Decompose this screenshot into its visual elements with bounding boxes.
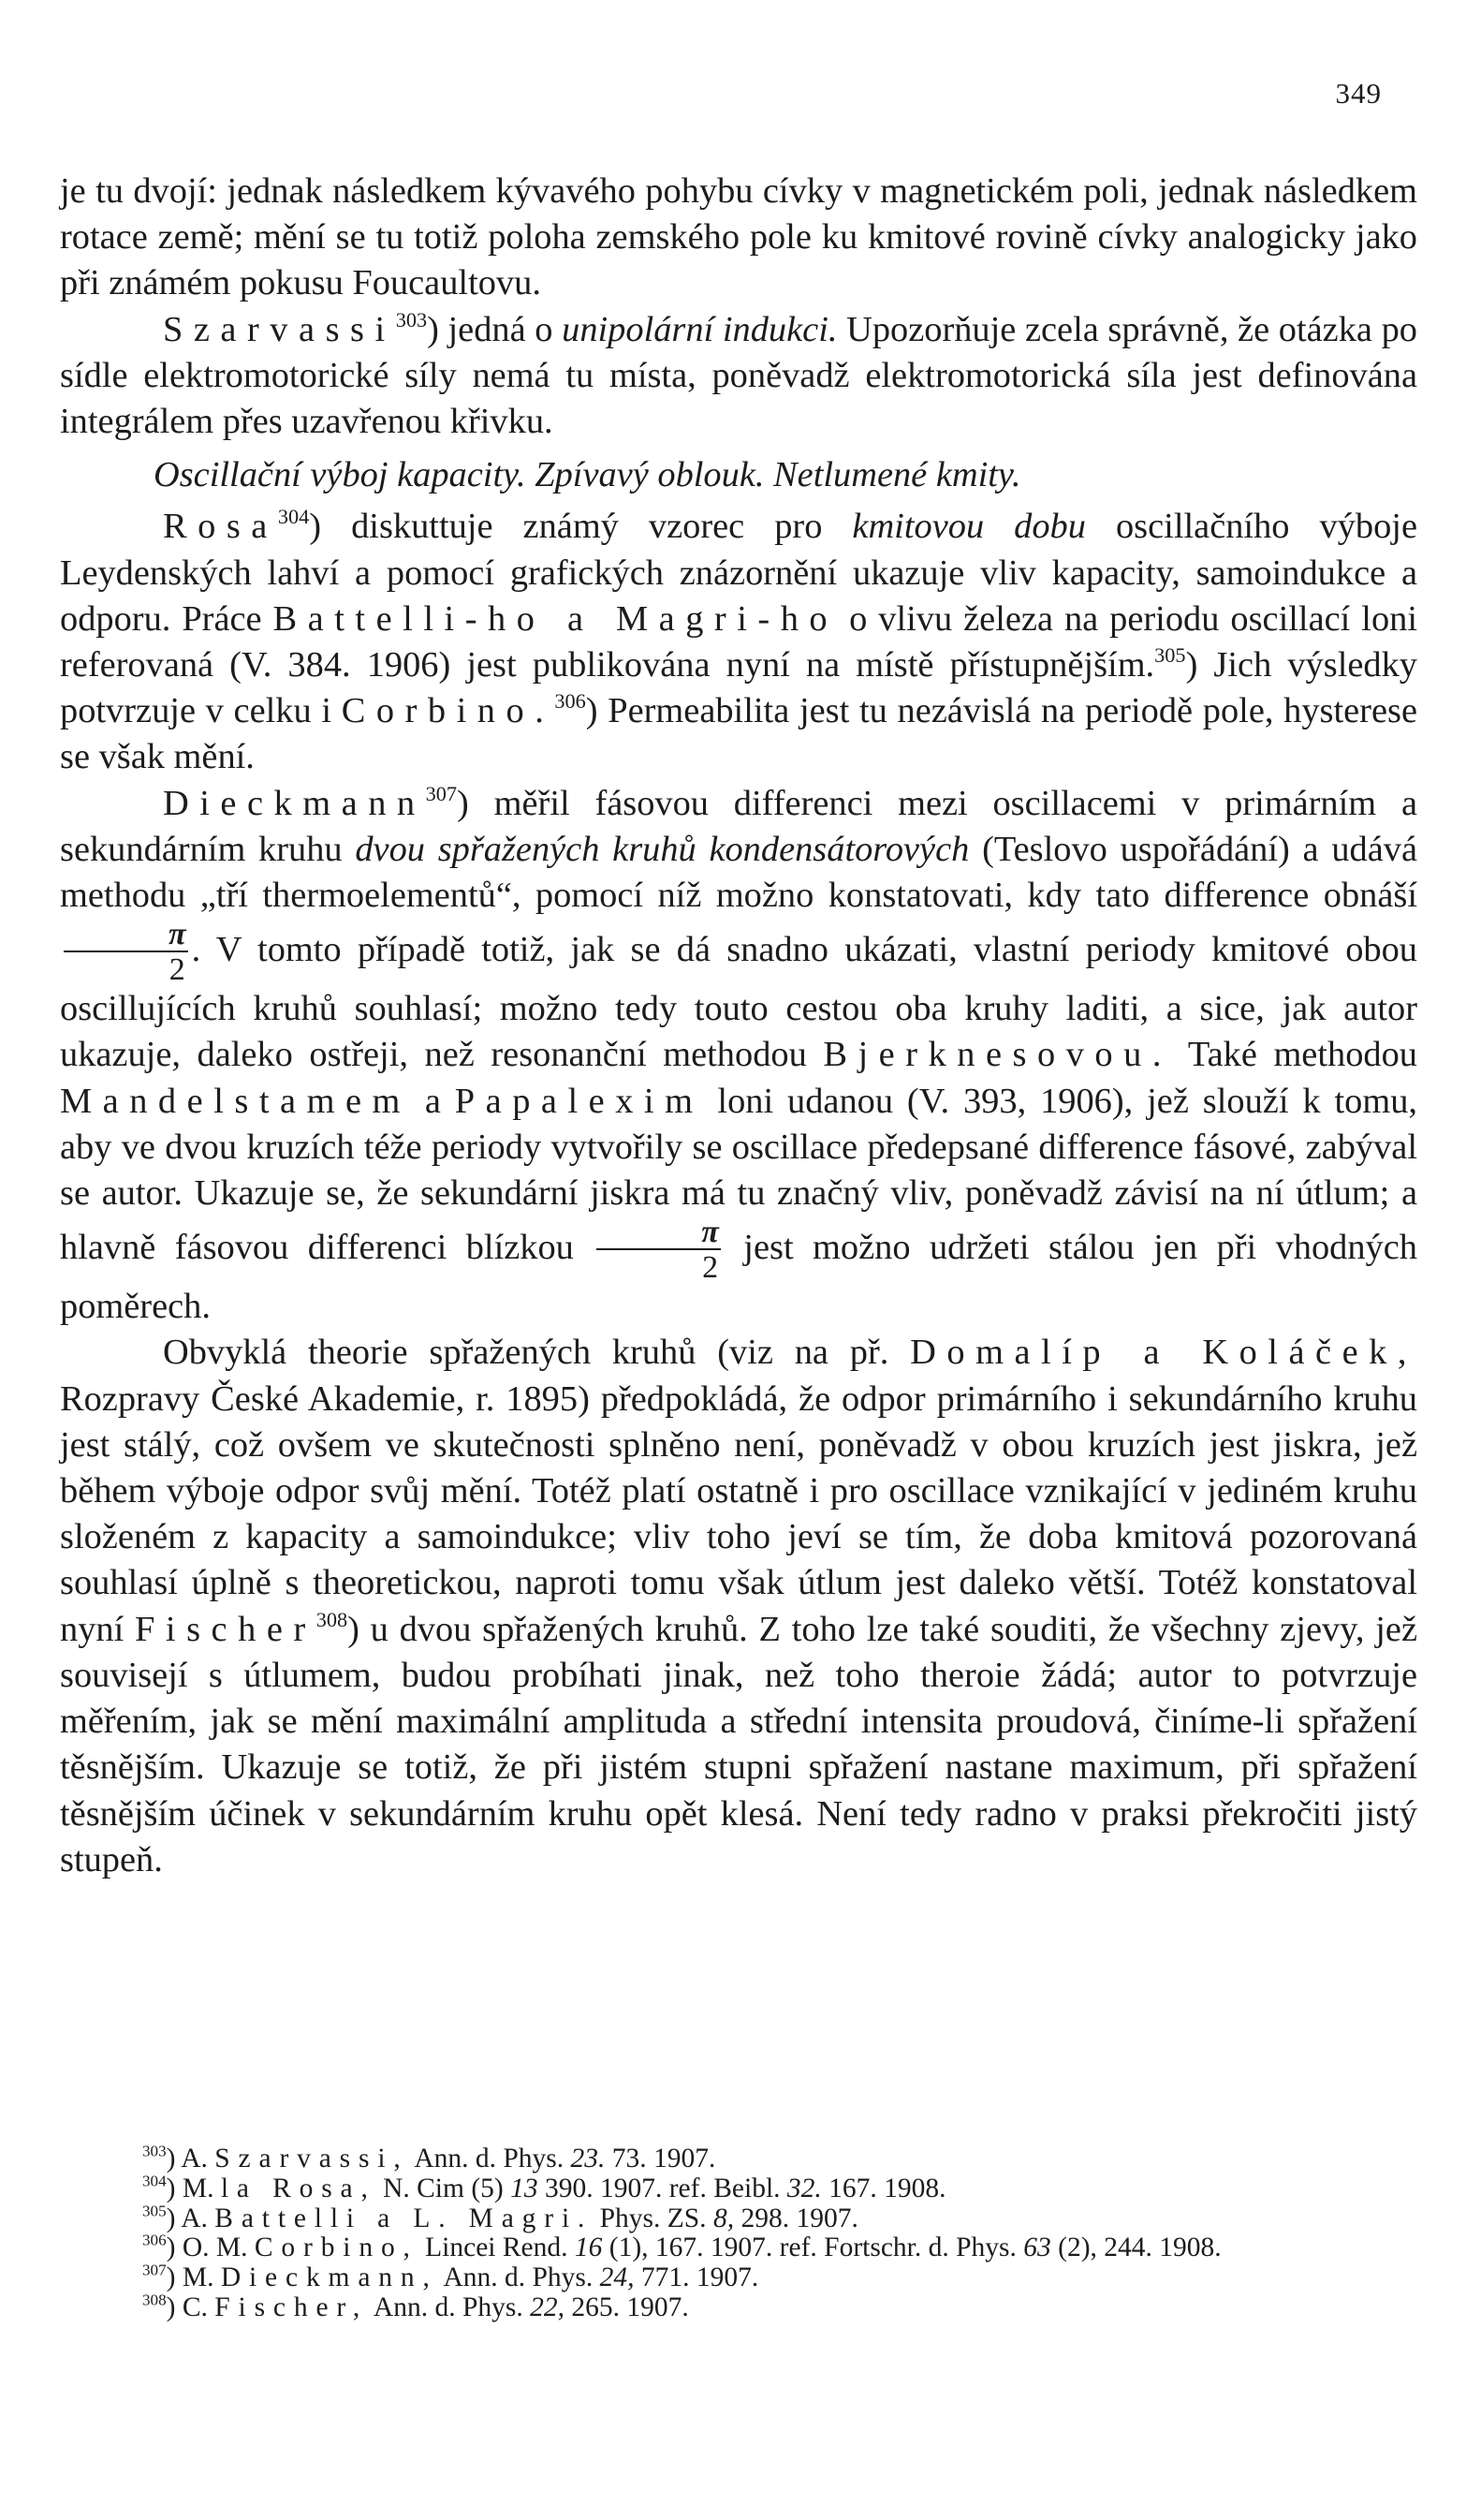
fraction-numerator: π (701, 1215, 719, 1250)
text-run: Ann. d. Phys. (368, 2292, 531, 2322)
text-run: je tu dvojí: jednak následkem kývavého pohybu cívky v magnetickém poli, jednak následkem rotace země; mění se tu totiž poloha zemského pole ku kmitové rovině cívky analogicky jako při známém pokusu Foucaultovu. (60, 171, 1417, 303)
text-run: loni udanou (V. 393, 1906), jež slouží k tomu, aby ve dvou kruzích téže periody vytvořily se oscillace předepsané difference fásové, zabýval se autor. Ukazuje se, že sekundární jiskra má tu značný vliv, poněvadž závisí na ní útlum; a hlavně fásovou differenci blízkou (60, 1081, 1417, 1268)
text-run: jest možno udržeti stálou jen při vhodných poměrech. (60, 1228, 1417, 1327)
text-run: Phys. ZS. (593, 2203, 713, 2233)
italic-text: 32. (786, 2173, 822, 2203)
footnote-reference: 306 (142, 2231, 167, 2249)
text-run: ) Jich výsledky potvrzuje v celku i (60, 645, 1417, 731)
spaced-author-name: Papalexim (454, 1081, 704, 1121)
spaced-author-name: Corbino, (254, 2233, 418, 2263)
spaced-author-name: Battelli a L. Magri. (214, 2203, 594, 2233)
text-run: (Teslovo uspořádání) a udává methodu „tří thermoelementů“, pomocí níž možno konstatovati, kdy tato difference obnáší (60, 829, 1417, 916)
italic-text: kmitovou dobu (852, 507, 1086, 547)
footnotes (49, 2144, 1417, 2323)
italic-text: 23. (570, 2144, 606, 2174)
paragraph-foucault-continuation (60, 169, 1417, 307)
italic-text: unipolární indukci. (562, 309, 838, 349)
spaced-author-name: Szarvassi, (214, 2144, 409, 2174)
text-run: Ann. d. Phys. (408, 2144, 571, 2174)
text-run: ) O. M. (166, 2233, 255, 2263)
text-run: ) měřil fásovou differenci mezi oscillacemi v primárním a sekundárním kruhu (60, 783, 1417, 869)
footnote-306 (49, 2233, 1417, 2263)
footnote-reference: 303 (142, 2142, 167, 2160)
text-run: Také methodou (1171, 1035, 1417, 1075)
text-run: ) Permeabilita jest tu nezávislá na periodě pole, hysterese se však mění. (60, 691, 1417, 777)
text-run: 771. 1907. (634, 2262, 759, 2293)
text-run: Oscillační výboj kapacity. Zpívavý oblouk. Netlumené kmity. (154, 455, 1021, 495)
fraction-pi-over-two (64, 919, 188, 986)
spaced-author-name: la Rosa, (220, 2173, 376, 2203)
footnote-305 (49, 2201, 1417, 2234)
fraction-numerator: π (169, 917, 186, 952)
italic-text: 13 (510, 2173, 538, 2203)
spaced-author-name: Domalíp a Koláček, (910, 1333, 1417, 1373)
text-run: ) diskuttuje známý vzorec pro (309, 507, 853, 547)
footnote-308 (49, 2293, 1417, 2323)
paragraph-coupled-circuits-theory (60, 1330, 1417, 1882)
article-body (60, 169, 1417, 1883)
spaced-author-name: Dieckmann (163, 783, 426, 823)
text-run: 73. 1907. (605, 2144, 716, 2174)
fraction-denominator: 2 (596, 1248, 721, 1284)
page-number: 349 (1335, 77, 1382, 110)
footnote-reference: 304 (277, 505, 310, 529)
footnote-reference: 308 (142, 2291, 167, 2309)
italic-text: 22, (530, 2292, 564, 2322)
footnote-reference: 303 (395, 307, 428, 332)
spaced-author-name: Dieckmann, (220, 2262, 438, 2293)
paragraph-rosa (60, 504, 1417, 780)
footnote-303 (49, 2144, 1417, 2174)
paragraph-dieckmann (60, 781, 1417, 1331)
spaced-author-name: Rosa (163, 507, 278, 547)
footnote-304 (49, 2174, 1417, 2204)
spaced-author-name: Corbino. (341, 691, 555, 731)
text-run: Upozorňuje zcela správně, že otázka po sídle elektromotorické síly nemá tu místa, poněvadž elektromotorická síla jest definována integrálem přes uzavřenou křivku. (60, 309, 1417, 442)
text-run: Obvyklá theorie spřažených kruhů (viz na př. (163, 1333, 911, 1373)
text-run: Rozpravy České Akademie, r. 1895) předpokládá, že odpor primárního i sekundárního kruhu jest stálý, což ovšem ve skutečnosti splněno není, poněvadž v obou kruzích jest jiskra, jež během výboje odpor svůj mění. Totéž platí ostatně i pro oscillace vznikající v jediném kruhu složeném z kapacity a samoindukce; vliv toho jeví se tím, že doba kmitová pozorovaná souhlasí úplně s theoretickou, naproti tomu však útlum jest daleko větší. Totéž konstatoval nyní (60, 1378, 1417, 1649)
fraction-denominator: 2 (64, 951, 188, 986)
italic-text: 63 (1023, 2233, 1051, 2263)
text-run: ) u dvou spřažených kruhů. Z toho lze také souditi, že všechny zjevy, jež souvisejí s útlumem, budou probíhati jinak, než toho theroie žádá; autor to potvrzuje měřením, jak se mění maximální amplituda a střední intensita proudová, činíme-li spřažení těsnějším. Ukazuje se totiž, že při jistém stupni spřažení nastane maximum, při spřažení těsnějším účinek v sekundárním kruhu opět klesá. Není tedy radno v praksi překročiti jistý stupeň. (60, 1609, 1418, 1879)
text-run: ) M. (166, 2173, 221, 2203)
footnote-reference: 305 (142, 2201, 167, 2219)
text-run: 298. 1907. (734, 2203, 858, 2233)
spaced-author-name: Mandelstamem (60, 1081, 411, 1121)
text-run: ) M. (166, 2262, 221, 2293)
text-run: ) jedná o (427, 309, 563, 349)
spaced-author-name: Fischer, (214, 2292, 369, 2322)
footnote-reference: 305 (1154, 642, 1186, 667)
text-run: a (410, 1081, 455, 1121)
italic-text: 16 (574, 2233, 603, 2263)
text-run: ) A. (166, 2203, 215, 2233)
footnote-reference: 306 (554, 689, 586, 714)
text-run: ) C. (166, 2292, 215, 2322)
text-run: . V tomto případě totiž, jak se dá snadno ukázati, vlastní periody kmitové obou oscillujících kruhů souhlasí; možno tedy touto cestou oba kruhy laditi, a sice, jak autor ukazuje, daleko ostřeji, než resonanční methodou (60, 930, 1417, 1075)
text-run: ) A. (166, 2144, 215, 2174)
footnote-307 (49, 2263, 1417, 2293)
italic-text: 8, (712, 2203, 735, 2233)
text-run: 167. 1908. (821, 2173, 946, 2203)
text-run: Ann. d. Phys. (437, 2262, 600, 2293)
text-run: (2), 244. 1908. (1050, 2233, 1222, 2263)
spaced-author-name: Fischer (135, 1609, 316, 1649)
fraction-pi-over-two (596, 1216, 721, 1284)
text-run: 390. 1907. ref. Beibl. (537, 2173, 787, 2203)
footnote-reference: 304 (142, 2172, 167, 2190)
italic-text: 24, (599, 2262, 635, 2293)
text-run: o vlivu železa na periodu oscillací loni referovaná (V. 384. 1906) jest publikována nyní na místě přístupnějším. (60, 598, 1417, 685)
spaced-author-name: Bjerknesovou. (823, 1035, 1172, 1075)
text-run: oscillačního výboje Leydenských lahví a pomocí grafických znázornění ukazuje vliv kapacity, samoindukce a odporu. Práce (60, 507, 1417, 639)
text-run: N. Cim (5) (375, 2173, 511, 2203)
spaced-author-name: Battelli-ho a Magri-ho (272, 598, 839, 639)
paragraph-szarvassi (60, 307, 1417, 446)
spaced-author-name: Szarvassi (163, 309, 396, 349)
footnote-reference: 308 (315, 1607, 348, 1631)
footnote-reference: 307 (425, 781, 458, 805)
footnote-reference: 307 (142, 2261, 167, 2279)
section-heading-oscillations (60, 452, 1417, 498)
text-run: 265. 1907. (564, 2292, 689, 2322)
text-run: (1), 167. 1907. ref. Fortschr. d. Phys. (602, 2233, 1024, 2263)
italic-text: dvou spřažených kruhů kondensátorových (355, 829, 970, 869)
text-run: Lincei Rend. (418, 2233, 575, 2263)
